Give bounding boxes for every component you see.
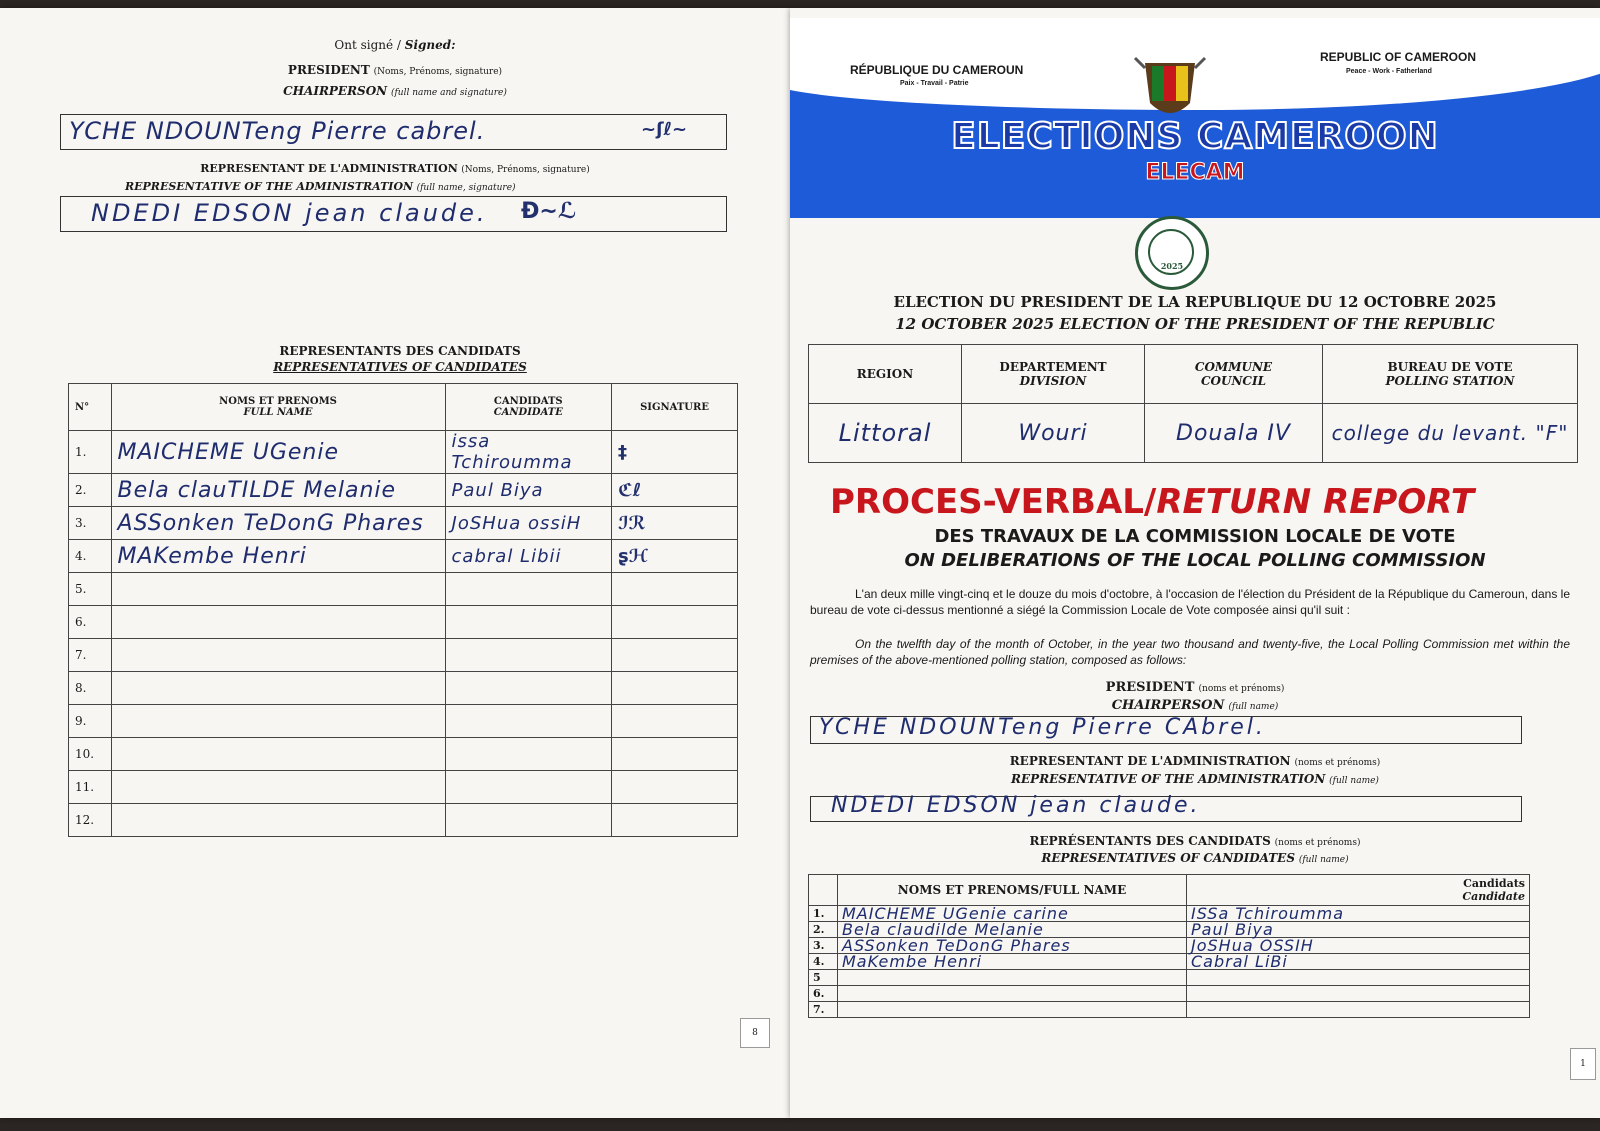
president-label-fr: PRESIDENT (287, 63, 370, 77)
republic-en-motto: Peace - Work - Fatherland (1346, 68, 1432, 75)
polling-station-label-fr: BUREAU DE VOTE (1387, 360, 1513, 374)
elecam-title: ELECAM (1145, 160, 1245, 185)
admin-name: NDEDI EDSON jean claude. (91, 199, 488, 227)
candidate-cell (445, 804, 611, 837)
signature-cell (612, 639, 738, 672)
admin-label-fr-note: (Noms, Prénoms, signature) (461, 165, 590, 175)
rep-name-cell (111, 672, 445, 705)
reps-label-row (790, 834, 1600, 848)
chair-label-en: CHAIRPERSON (1111, 698, 1225, 713)
chair-label-en-note: (full name) (1228, 702, 1279, 712)
col-number: N° (69, 384, 112, 431)
col-name (111, 384, 445, 431)
table-row (69, 540, 738, 573)
candidate-cell: JoSHua ossiH (445, 507, 611, 540)
signature-cell (612, 540, 738, 573)
signature-cell (612, 573, 738, 606)
candidate-cell (445, 771, 611, 804)
chair-name-box (810, 716, 1522, 744)
rep-signature: ℐℛ (618, 512, 646, 534)
president-label (0, 63, 790, 77)
signed-en: Signed: (404, 38, 456, 52)
admin-rep-label-en: REPRESENTATIVE OF THE ADMINISTRATION (1011, 772, 1326, 786)
row-number: 2. (69, 474, 112, 507)
rep-name-cell (111, 573, 445, 606)
chair-label-fr: PRESIDENT (1105, 680, 1195, 695)
row-number: 3. (809, 938, 838, 954)
reps-title-fr: REPRESENTANTS DES CANDIDATS (279, 344, 521, 358)
candidate-cell: Paul Biya (1187, 922, 1530, 938)
council-label-fr: COMMUNE (1194, 360, 1273, 374)
rep-name-cell: ASSonken TeDonG Phares (838, 938, 1187, 954)
col-signature: SIGNATURE (612, 384, 738, 431)
rep-signature: ‡ (618, 441, 628, 463)
candidate-cell: Cabral LiBi (1187, 954, 1530, 970)
candidate-cell (445, 705, 611, 738)
region-label: REGION (809, 345, 962, 404)
row-number: 11. (69, 771, 112, 804)
rep-name-cell: MAKembe Henri (111, 540, 445, 573)
table-row (69, 573, 738, 606)
admin-label-en: REPRESENTATIVE OF THE ADMINISTRATION (125, 180, 414, 193)
subtitle-en: ON DELIBERATIONS OF THE LOCAL POLLING COMMISSION (904, 550, 1486, 571)
reps-col-name: NOMS ET PRENOMS/FULL NAME (838, 875, 1187, 906)
signature-cell (612, 606, 738, 639)
chairperson-label-en-note: (full name and signature) (390, 88, 507, 98)
admin-rep-label-en-note: (full name) (1329, 776, 1379, 786)
table-header-row (69, 384, 738, 431)
table-row (69, 672, 738, 705)
rep-name-cell (111, 705, 445, 738)
table-row (809, 954, 1530, 970)
election-title-fr: ELECTION DU PRESIDENT DE LA REPUBLIQUE DU 12 OCTOBRE 2025 (893, 293, 1497, 311)
candidate-cell (445, 639, 611, 672)
republic-fr-motto: Paix - Travail - Patrie (900, 80, 969, 87)
division-value: Wouri (962, 404, 1145, 463)
reps-col-candidate-fr: Candidats (1463, 877, 1525, 890)
rep-name-cell: MAICHEME UGenie (111, 431, 445, 474)
candidate-cell (445, 738, 611, 771)
right-page (790, 8, 1600, 1118)
page-number-right: 1 (1570, 1048, 1596, 1080)
row-number: 5. (69, 573, 112, 606)
table-row (809, 986, 1530, 1002)
admin-rep-name-box (810, 793, 1522, 822)
table-row (69, 474, 738, 507)
elecam-seal-icon (1135, 216, 1209, 290)
info-value-row (809, 404, 1578, 463)
subtitle-fr: DES TRAVAUX DE LA COMMISSION LOCALE DE VOTE (934, 526, 1456, 547)
division-label-en: DIVISION (1019, 374, 1087, 388)
rep-name-cell (838, 986, 1187, 1002)
admin-rep-name: NDEDI EDSON jean claude. (831, 793, 1201, 818)
col-name-en: FULL NAME (243, 407, 313, 418)
admin-label (0, 162, 790, 175)
candidate-cell (445, 672, 611, 705)
elections-cameroon-title: ELECTIONS CAMEROON (951, 116, 1439, 157)
president-signature: ~ʃℓ~ (641, 119, 688, 140)
president-name: YCHE NDOUNTeng Pierre cabrel. (69, 117, 486, 145)
col-candidate-en: CANDIDATE (493, 407, 563, 418)
candidate-reps-body (69, 431, 738, 837)
page-number-left: 8 (740, 1018, 770, 1048)
reps-label-en-note: (full name) (1298, 855, 1349, 865)
reps-table (808, 874, 1530, 1018)
table-row (69, 507, 738, 540)
rep-name-cell: MaKembe Henri (838, 954, 1187, 970)
left-page (0, 8, 790, 1118)
candidate-cell (1187, 986, 1530, 1002)
row-number: 1. (809, 906, 838, 922)
rep-name-cell (838, 970, 1187, 986)
signed-heading (0, 38, 790, 52)
table-row (69, 771, 738, 804)
rep-name-cell (111, 639, 445, 672)
col-name-fr: NOMS ET PRENOMS (219, 396, 337, 407)
signature-cell (612, 738, 738, 771)
signature-cell (612, 705, 738, 738)
return-report-fr: PROCES-VERBAL/ (830, 482, 1157, 522)
candidate-cell: issa Tchiroumma (445, 431, 611, 474)
division-label (962, 345, 1145, 404)
republic-en: REPUBLIC OF CAMEROON (1320, 50, 1476, 64)
row-number: 1. (69, 431, 112, 474)
polling-station-label (1323, 345, 1578, 404)
signature-cell (612, 507, 738, 540)
table-row (69, 804, 738, 837)
row-number: 12. (69, 804, 112, 837)
candidate-cell (1187, 1002, 1530, 1018)
chairperson-label (0, 84, 790, 98)
table-row (809, 970, 1530, 986)
rep-name-cell (111, 771, 445, 804)
reps-label-fr: REPRÉSENTANTS DES CANDIDATS (1029, 834, 1271, 848)
candidate-cell (445, 606, 611, 639)
president-label-fr-note: (Noms, Prénoms, signature) (373, 67, 503, 77)
chair-label-row (790, 680, 1600, 695)
col-candidate (445, 384, 611, 431)
council-label (1145, 345, 1323, 404)
preamble-en: On the twelfth day of the month of October, in the year two thousand and twenty-five, the Local Polling Commission met within the premises of the above-mentioned polling station, composed as follows: (810, 637, 1570, 667)
col-candidate-fr: CANDIDATS (493, 396, 563, 407)
rep-name-cell (111, 738, 445, 771)
candidate-cell: ISSa Tchiroumma (1187, 906, 1530, 922)
polling-station-value: college du levant. "F" (1323, 404, 1578, 463)
reps-label-en: REPRESENTATIVES OF CANDIDATES (1041, 851, 1295, 865)
chair-label-en-row (790, 698, 1600, 713)
row-number: 9. (69, 705, 112, 738)
admin-rep-label-en-row (790, 772, 1600, 786)
admin-label-en-row (125, 180, 516, 193)
admin-name-box (60, 196, 727, 232)
candidate-cell (1187, 970, 1530, 986)
chairperson-label-en: CHAIRPERSON (283, 84, 388, 98)
row-number: 6. (809, 986, 838, 1002)
table-row (69, 639, 738, 672)
rep-name-cell: Bela claudilde Melanie (838, 922, 1187, 938)
row-number: 8. (69, 672, 112, 705)
signature-cell (612, 431, 738, 474)
signature-cell (612, 672, 738, 705)
table-row (809, 1002, 1530, 1018)
row-number: 7. (809, 1002, 838, 1018)
return-report-en: RETURN REPORT (1156, 482, 1475, 522)
candidate-reps-table (68, 383, 738, 837)
polling-station-label-en: POLLING STATION (1385, 374, 1515, 388)
candidate-cell (445, 573, 611, 606)
table-row (69, 738, 738, 771)
rep-name-cell: MAICHEME UGenie carine (838, 906, 1187, 922)
council-label-en: COUNCIL (1200, 374, 1267, 388)
return-report-title (830, 482, 1474, 522)
row-number: 10. (69, 738, 112, 771)
rep-signature: ʂℋ (618, 545, 649, 567)
signature-cell (612, 474, 738, 507)
table-row (69, 606, 738, 639)
preamble-fr: L'an deux mille vingt-cinq et le douze du mois d'octobre, à l'occasion de l'élection du Président de la République du Cameroun, dans le bureau de vote ci-dessus mentionné a siégé la Commission Locale de Vote composée ainsi qu'il suit : (810, 587, 1570, 617)
table-row (69, 431, 738, 474)
candidate-cell: Paul Biya (445, 474, 611, 507)
admin-signature: Ð~ℒ (521, 199, 577, 224)
election-title-en: 12 OCTOBER 2025 ELECTION OF THE PRESIDENT OF THE REPUBLIC (895, 315, 1495, 333)
seal-year: 2025 (1160, 261, 1184, 271)
admin-label-en-note: (full name, signature) (416, 183, 516, 193)
admin-rep-label-row (790, 754, 1600, 768)
rep-name-cell: Bela clauTILDE Melanie (111, 474, 445, 507)
row-number: 7. (69, 639, 112, 672)
row-number: 4. (69, 540, 112, 573)
signed-fr: Ont signé / (334, 38, 405, 52)
candidate-cell: cabral Libii (445, 540, 611, 573)
reps-label-fr-note: (noms et prénoms) (1274, 838, 1361, 848)
admin-label-fr: REPRESENTANT DE L'ADMINISTRATION (200, 162, 458, 175)
row-number: 4. (809, 954, 838, 970)
row-number: 6. (69, 606, 112, 639)
reps-title-en: REPRESENTATIVES OF CANDIDATES (273, 360, 527, 374)
rep-name-cell (111, 606, 445, 639)
republic-fr: RÉPUBLIQUE DU CAMEROUN (850, 63, 1024, 77)
admin-rep-label-fr: REPRESENTANT DE L'ADMINISTRATION (1009, 754, 1291, 768)
region-value: Littoral (809, 404, 962, 463)
division-label-fr: DEPARTEMENT (999, 360, 1107, 374)
reps-col-candidate (1187, 875, 1530, 906)
admin-rep-label-fr-note: (noms et prénoms) (1294, 758, 1381, 768)
chair-name: YCHE NDOUNTeng Pierre CAbrel. (819, 715, 1266, 740)
signature-cell (612, 771, 738, 804)
president-name-box (60, 114, 727, 150)
row-number: 2. (809, 922, 838, 938)
rep-signature: ℭℓ (618, 479, 642, 501)
row-number: 3. (69, 507, 112, 540)
candidate-cell: JoSHua OSSIH (1187, 938, 1530, 954)
reps-col-candidate-en: Candidate (1462, 890, 1525, 903)
row-number: 5 (809, 970, 838, 986)
reps-body (809, 903, 1530, 1018)
council-value: Douala IV (1145, 404, 1323, 463)
rep-name-cell (111, 804, 445, 837)
polling-station-table (808, 344, 1578, 463)
chair-label-fr-note: (noms et prénoms) (1198, 684, 1285, 694)
signature-cell (612, 804, 738, 837)
info-header-row (809, 345, 1578, 404)
reps-label-en-row (790, 851, 1600, 865)
table-row (69, 705, 738, 738)
rep-name-cell (838, 1002, 1187, 1018)
reps-header-row (809, 875, 1530, 906)
rep-name-cell: ASSonken TeDonG Phares (111, 507, 445, 540)
